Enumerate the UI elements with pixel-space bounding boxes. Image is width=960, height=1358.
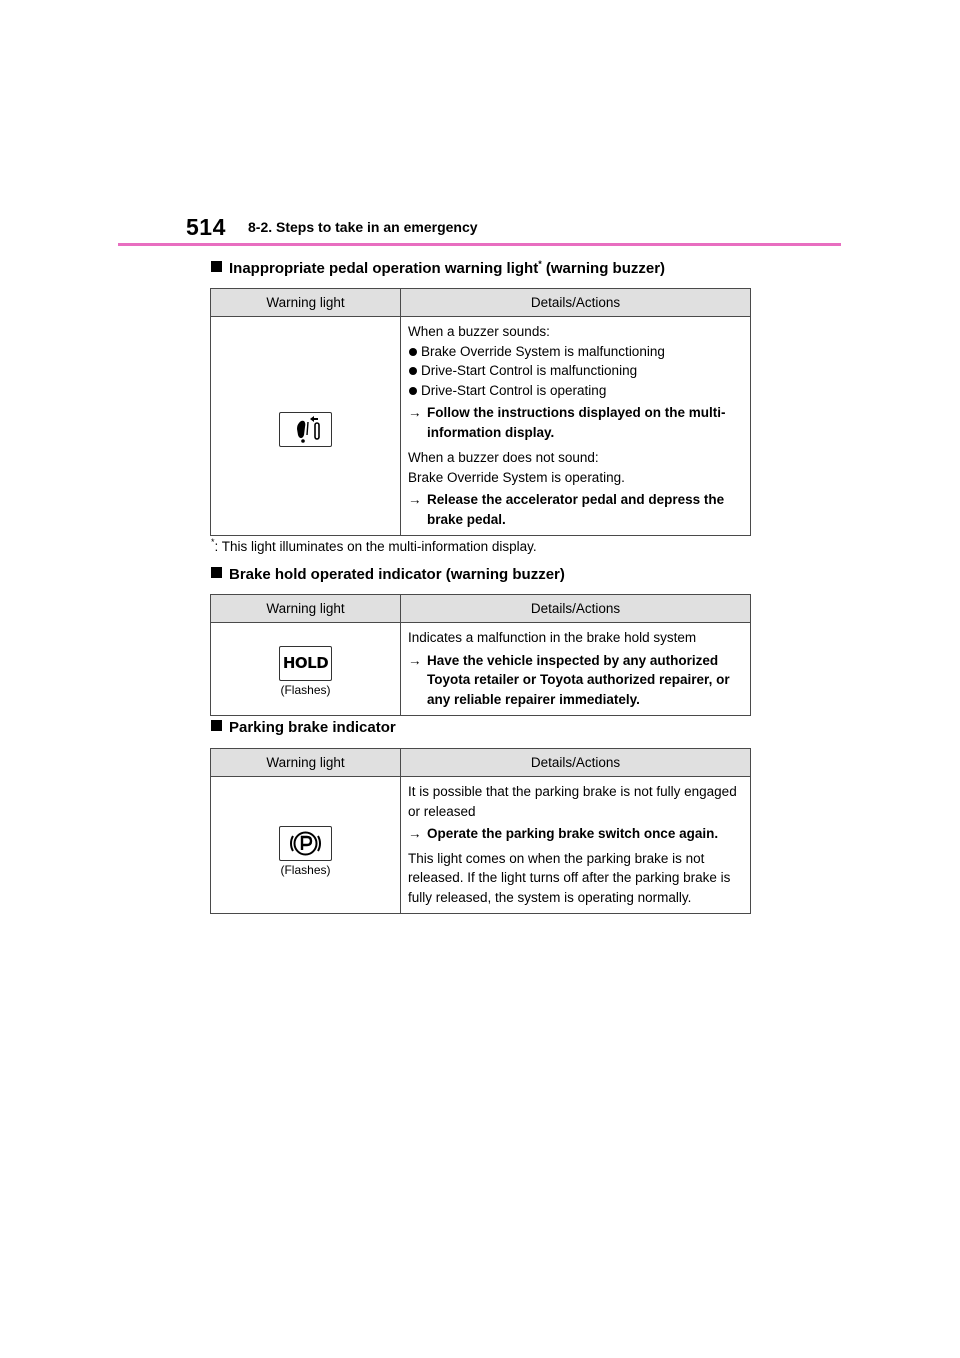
detail-text: When a buzzer does not sound: xyxy=(408,450,599,465)
detail-text: Indicates a malfunction in the brake hold system xyxy=(408,630,697,645)
section-title-text: Inappropriate pedal operation warning light xyxy=(229,260,539,277)
action-text xyxy=(408,824,744,844)
detail-text: It is possible that the parking brake is not fully engaged or released xyxy=(408,784,737,819)
list-item: Brake Override System is malfunctioning xyxy=(408,342,744,362)
column-header-warning-light: Warning light xyxy=(211,595,401,623)
square-bullet-icon xyxy=(211,720,222,731)
warning-light-cell xyxy=(211,317,401,536)
hold-indicator-icon: HOLD xyxy=(279,646,332,681)
detail-text: Brake Override System is operating. xyxy=(408,469,625,485)
flashes-caption: (Flashes) xyxy=(280,862,331,877)
detail-text: This light comes on when the parking brake is not released. If the light turns off after the parking brake is fully released, the system is operating normally. xyxy=(408,850,731,905)
section-title-text: Brake hold operated indicator (warning buzzer) xyxy=(229,566,565,583)
column-header-details: Details/Actions xyxy=(401,289,751,317)
column-header-warning-light: Warning light xyxy=(211,749,401,777)
table-header-row xyxy=(211,749,751,777)
action-text-content: Operate the parking brake switch once again. xyxy=(427,826,719,841)
action-text-content: Have the vehicle inspected by any authorized Toyota retailer or Toyota authorized repairer, or any reliable repairer immediately. xyxy=(427,652,730,707)
parking-brake-table xyxy=(210,748,751,914)
list-item: Drive-Start Control is operating xyxy=(408,381,744,401)
list-item: Drive-Start Control is malfunctioning xyxy=(408,361,744,381)
detail-text: When a buzzer sounds: xyxy=(408,324,550,339)
table-header-row xyxy=(211,289,751,317)
table-header-row xyxy=(211,595,751,623)
parking-brake-icon xyxy=(279,826,332,861)
square-bullet-icon xyxy=(211,261,222,272)
section-title-parking-brake xyxy=(211,719,396,736)
arrow-icon: → xyxy=(408,492,422,507)
action-text xyxy=(408,490,744,529)
arrow-icon: → xyxy=(408,652,422,668)
section-title-pedal-warning xyxy=(211,259,665,277)
footnote-marker: * xyxy=(538,259,542,269)
arrow-icon: → xyxy=(408,405,422,420)
column-header-details: Details/Actions xyxy=(401,749,751,777)
arrow-icon: → xyxy=(408,826,422,841)
section-title-text: Parking brake indicator xyxy=(229,719,396,736)
footnote-text: : This light illuminates on the multi-information display. xyxy=(214,539,537,554)
warning-light-cell xyxy=(211,777,401,914)
footnote-marker: * xyxy=(211,537,215,547)
header-divider xyxy=(118,243,841,246)
table-row xyxy=(211,777,751,914)
details-cell xyxy=(401,623,751,716)
pedal-warning-table xyxy=(210,288,751,536)
section-title-brake-hold xyxy=(211,566,565,583)
column-header-warning-light: Warning light xyxy=(211,289,401,317)
footnote xyxy=(211,537,537,554)
section-title-suffix: (warning buzzer) xyxy=(541,260,666,277)
table-row xyxy=(211,317,751,536)
square-bullet-icon xyxy=(211,567,222,578)
details-cell xyxy=(401,317,751,536)
column-header-details: Details/Actions xyxy=(401,595,751,623)
brake-hold-table xyxy=(210,594,751,716)
pedal-misoperation-icon xyxy=(279,412,332,447)
table-row xyxy=(211,623,751,716)
warning-light-cell xyxy=(211,623,401,716)
section-header: 8-2. Steps to take in an emergency xyxy=(248,219,478,235)
action-text-content: Follow the instructions displayed on the multi-information display. xyxy=(427,405,726,440)
page-number: 514 xyxy=(186,214,226,240)
flashes-caption: (Flashes) xyxy=(280,682,331,697)
details-cell xyxy=(401,777,751,914)
action-text xyxy=(408,403,744,442)
action-text xyxy=(408,651,744,710)
action-text-content: Release the accelerator pedal and depress the brake pedal. xyxy=(427,492,725,527)
